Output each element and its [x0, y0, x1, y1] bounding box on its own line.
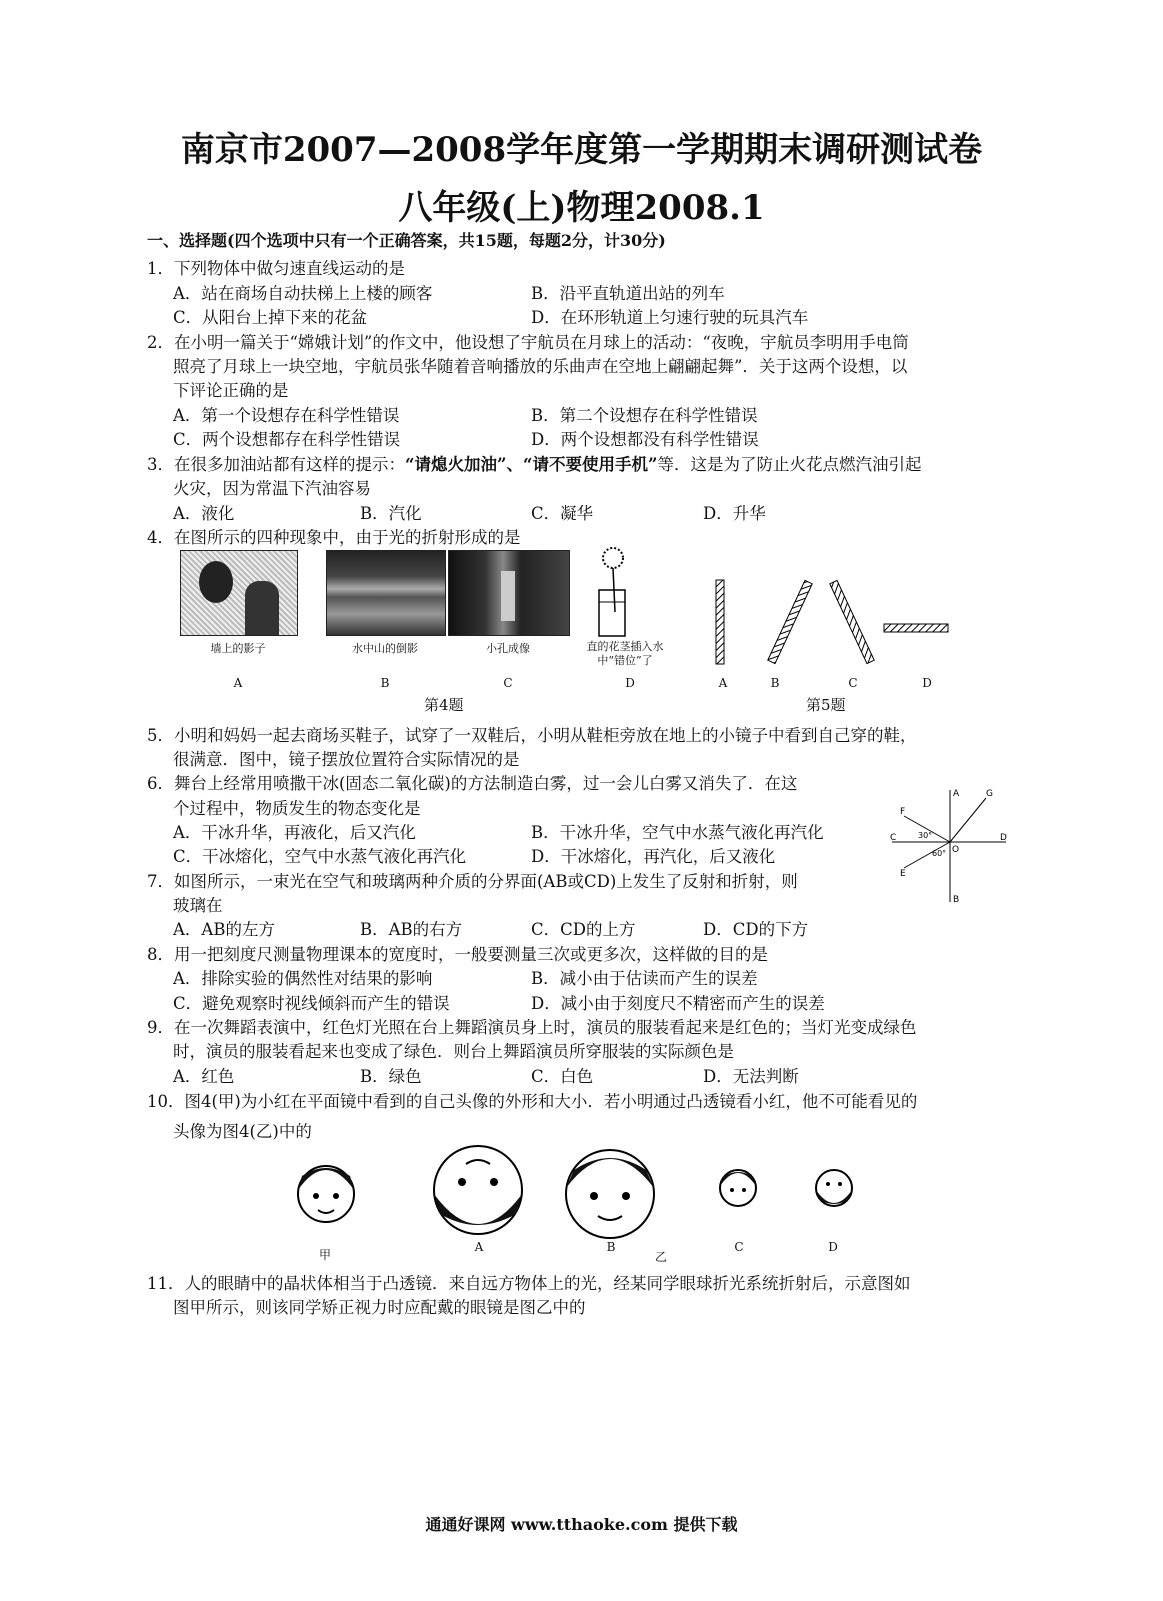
head-inverted-small-icon — [816, 1170, 852, 1206]
head-inverted-large-icon — [434, 1146, 522, 1234]
question-2-option-a: A．第一个设想存在科学性错误 — [173, 406, 400, 425]
q10-label-yi: 乙 — [654, 1250, 667, 1264]
question-1-stem: 1．下列物体中做匀速直线运动的是 — [147, 259, 405, 278]
photo-caption-c: 小孔成像 — [486, 642, 530, 655]
question-3-option-d: D．升华 — [703, 504, 766, 523]
question-7-line-2: 玻璃在 — [173, 896, 223, 915]
question-8-option-a: A．排除实验的偶然性对结果的影响 — [173, 969, 433, 988]
q4-letter-c: C — [503, 676, 513, 690]
q4-letter-d: D — [625, 676, 635, 690]
mirror-positions-figure — [700, 574, 960, 670]
exam-title: 南京市2007—2008学年度第一学期期末调研测试卷 — [180, 130, 983, 170]
question-8-option-c: C．避免观察时视线倾斜而产生的错误 — [173, 994, 450, 1013]
figure-4-label: 第4题 — [424, 696, 464, 714]
ray-label-g: G — [986, 789, 993, 799]
section-heading: 一、选择题(四个选项中只有一个正确答案，共15题，每题2分，计30分) — [147, 231, 666, 250]
question-5-line-1: 5．小明和妈妈一起去商场买鞋子，试穿了一双鞋后，小明从鞋柜旁放在地上的小镜子中看到自己穿的鞋， — [147, 726, 917, 745]
mountain-reflection-photo — [326, 550, 446, 636]
q10-label-jia: 甲 — [318, 1248, 331, 1262]
footer-source: 通通好课网 www.tthaoke.com 提供下载 — [425, 1515, 738, 1534]
head-original-icon — [298, 1166, 354, 1222]
ray-label-d: D — [1000, 833, 1007, 843]
q5-letter-a: A — [718, 676, 728, 690]
question-6-line-1: 6．舞台上经常用喷撒干冰(固态二氧化碳)的方法制造白雾，过一会儿白雾又消失了．在这 — [147, 774, 798, 793]
q5-letter-b: B — [770, 676, 780, 690]
question-1-option-b: B．沿平直轨道出站的列车 — [531, 284, 725, 303]
question-8-option-d: D．减小由于刻度尺不精密而产生的误差 — [531, 994, 825, 1013]
q10-label-d: D — [828, 1240, 838, 1254]
flower-in-glass-icon — [585, 544, 645, 640]
q10-label-a: A — [474, 1240, 484, 1254]
question-3-suffix: 等．这是为了防止火花点燃汽油引起 — [657, 455, 922, 474]
photo-caption-a: 墙上的影子 — [210, 642, 266, 655]
question-3-option-a: A．液化 — [173, 504, 235, 523]
question-9-option-c: C．白色 — [531, 1067, 594, 1086]
photo-caption-d: 直的花茎插入水中“错位”了 — [586, 640, 664, 667]
question-6-option-a: A．干冰升华，再液化，后又汽化 — [173, 823, 416, 842]
q4-letter-b: B — [380, 676, 390, 690]
exam-subtitle: 八年级(上)物理2008.1 — [398, 188, 765, 228]
question-10-line-1: 10．图4(甲)为小红在平面镜中看到的自己头像的外形和大小．若小明通过凸透镜看小红，他不可能看见的 — [147, 1092, 918, 1111]
question-9-line-2: 时，演员的服装看起来也变成了绿色．则台上舞蹈演员所穿服装的实际颜色是 — [173, 1042, 734, 1061]
question-3-line-1 — [147, 451, 921, 475]
ray-label-c: C — [890, 833, 897, 843]
question-1-option-c: C．从阳台上掉下来的花盆 — [173, 308, 368, 327]
question-6-option-b: B．干冰升华，空气中水蒸气液化再汽化 — [531, 823, 824, 842]
ray-label-f: F — [900, 807, 906, 817]
question-7-option-b: B．AB的右方 — [360, 920, 463, 939]
q4-letter-a: A — [233, 676, 243, 690]
question-1-option-d: D．在环形轨道上匀速行驶的玩具汽车 — [531, 308, 809, 327]
question-2-line-2: 照亮了月球上一块空地，宇航员张华随着音响播放的乐曲声在空地上翩翩起舞”．关于这两个设想，以 — [173, 357, 908, 376]
question-2-option-d: D．两个设想都没有科学性错误 — [531, 430, 759, 449]
question-7-line-1: 7．如图所示，一束光在空气和玻璃两种介质的分界面(AB或CD)上发生了反射和折射，则 — [147, 872, 798, 891]
question-8-stem: 8．用一把刻度尺测量物理课本的宽度时，一般要测量三次或更多次，这样做的目的是 — [147, 945, 768, 964]
angle-label-60: 60° — [932, 849, 947, 858]
question-3-bold-hint: “请熄火加油”、“请不要使用手机” — [405, 455, 658, 474]
pinhole-image-photo — [448, 550, 570, 636]
question-9-option-b: B．绿色 — [360, 1067, 422, 1086]
question-4-stem: 4．在图所示的四种现象中，由于光的折射形成的是 — [147, 528, 521, 547]
question-5-line-2: 很满意．图中，镜子摆放位置符合实际情况的是 — [173, 750, 520, 769]
question-3-prefix: 3．在很多加油站都有这样的提示： — [147, 455, 405, 474]
question-7-option-a: A．AB的左方 — [173, 920, 275, 939]
q5-letter-c: C — [848, 676, 858, 690]
refraction-ray-diagram — [888, 784, 1012, 908]
question-8-option-b: B．减小由于估读而产生的误差 — [531, 969, 758, 988]
ray-label-a: A — [953, 789, 960, 799]
question-1-option-a: A．站在商场自动扶梯上上楼的顾客 — [173, 284, 433, 303]
question-2-option-b: B．第二个设想存在科学性错误 — [531, 406, 758, 425]
question-10-line-2: 头像为图4(乙)中的 — [173, 1122, 312, 1141]
q10-label-b: B — [606, 1240, 616, 1254]
question-11-line-1: 11．人的眼睛中的晶状体相当于凸透镜．来自远方物体上的光，经某同学眼球折光系统折射后，示意图如 — [147, 1274, 911, 1293]
ray-label-o: O — [952, 845, 960, 855]
question-3-line-2: 火灾，因为常温下汽油容易 — [173, 479, 371, 498]
q5-letter-d: D — [922, 676, 932, 690]
question-7-option-c: C．CD的上方 — [531, 920, 636, 939]
question-6-option-d: D．干冰熔化，再汽化，后又液化 — [531, 847, 776, 866]
question-2-option-c: C．两个设想都存在科学性错误 — [173, 430, 401, 449]
question-6-line-2: 个过程中，物质发生的物态变化是 — [173, 799, 421, 818]
q10-label-c: C — [734, 1240, 744, 1254]
ray-label-e: E — [900, 869, 906, 879]
question-2-line-1: 2．在小明一篇关于“嫦娥计划”的作文中，他设想了宇航员在月球上的活动：“夜晚，宇航员李明用手电筒 — [147, 333, 909, 352]
head-upright-large-icon — [566, 1150, 654, 1238]
question-9-option-d: D．无法判断 — [703, 1067, 799, 1086]
angle-label-30: 30° — [918, 831, 933, 840]
question-7-option-d: D．CD的下方 — [703, 920, 809, 939]
question-9-option-a: A．红色 — [173, 1067, 235, 1086]
head-upright-small-icon — [720, 1170, 756, 1206]
photo-caption-b: 水中山的倒影 — [352, 642, 418, 655]
question-9-line-1: 9．在一次舞蹈表演中，红色灯光照在台上舞蹈演员身上时，演员的服装看起来是红色的；当灯光变成绿色 — [147, 1018, 917, 1037]
ray-label-b: B — [953, 895, 960, 905]
question-11-line-2: 图甲所示，则该同学矫正视力时应配戴的眼镜是图乙中的 — [173, 1298, 586, 1317]
convex-lens-head-images — [290, 1136, 870, 1266]
question-6-option-c: C．干冰熔化，空气中水蒸气液化再汽化 — [173, 847, 467, 866]
figure-5-label: 第5题 — [806, 696, 846, 714]
question-3-option-b: B．汽化 — [360, 504, 422, 523]
question-2-line-3: 下评论正确的是 — [173, 381, 289, 400]
wall-shadow-photo — [180, 550, 298, 636]
question-3-option-c: C．凝华 — [531, 504, 594, 523]
